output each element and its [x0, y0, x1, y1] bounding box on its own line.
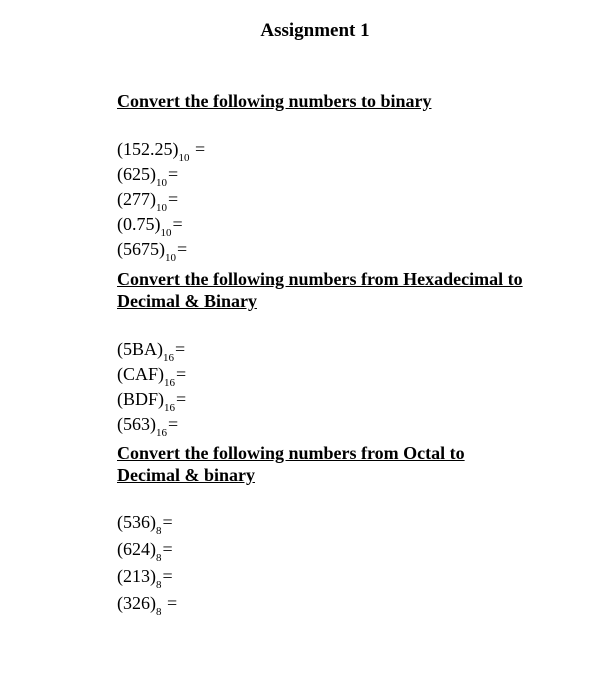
heading-line: Decimal & Binary — [117, 291, 257, 311]
number-value: (624) — [117, 539, 156, 559]
problem-item — [117, 338, 185, 363]
number-value: (563) — [117, 414, 156, 434]
equals-sign: = — [168, 189, 179, 209]
base-subscript: 8 — [156, 606, 162, 618]
number-value: (326) — [117, 593, 156, 613]
number-value: (5BA) — [117, 339, 163, 359]
section-heading-octal — [117, 442, 465, 486]
problem-item — [117, 213, 183, 238]
number-value: (0.75) — [117, 214, 161, 234]
problem-item — [117, 592, 177, 617]
section-heading-hexadecimal — [117, 268, 523, 312]
problem-item — [117, 138, 205, 163]
problem-item — [117, 511, 173, 536]
base-subscript: 8 — [156, 552, 162, 564]
number-value: (625) — [117, 164, 156, 184]
heading-line: Decimal & binary — [117, 465, 255, 485]
equals-sign: = — [176, 389, 187, 409]
problem-item — [117, 163, 178, 188]
base-subscript: 16 — [163, 352, 174, 364]
problem-item — [117, 538, 173, 563]
number-value: (152.25) — [117, 139, 179, 159]
equals-sign: = — [175, 339, 186, 359]
base-subscript: 16 — [156, 427, 167, 439]
equals-sign: = — [168, 414, 179, 434]
problem-item — [117, 565, 173, 590]
section-heading-binary — [117, 90, 432, 112]
equals-sign: = — [162, 539, 173, 559]
page-title: Assignment 1 — [260, 20, 370, 41]
equals-sign: = — [168, 164, 179, 184]
equals-sign: = — [162, 512, 173, 532]
equals-sign: = — [172, 214, 183, 234]
problem-item — [117, 188, 178, 213]
base-subscript: 16 — [164, 377, 176, 389]
base-subscript: 10 — [156, 177, 167, 189]
equals-sign: = — [162, 566, 173, 586]
equals-sign: = — [190, 139, 206, 159]
equals-sign: = — [177, 239, 188, 259]
base-subscript: 8 — [156, 525, 162, 537]
number-value: (536) — [117, 512, 156, 532]
number-value: (277) — [117, 189, 156, 209]
heading-line: Convert the following numbers to binary — [117, 91, 432, 111]
number-value: (CAF) — [117, 364, 165, 384]
equals-sign: = — [162, 593, 178, 613]
problem-item — [117, 238, 187, 263]
number-value: (213) — [117, 566, 156, 586]
problem-item — [117, 363, 186, 388]
equals-sign: = — [176, 364, 187, 384]
base-subscript: 8 — [156, 579, 162, 591]
base-subscript: 10 — [178, 152, 190, 164]
heading-line: Convert the following numbers from Hexadecimal to — [117, 269, 523, 289]
heading-line: Convert the following numbers from Octal to — [117, 443, 465, 463]
base-subscript: 10 — [165, 252, 176, 264]
base-subscript: 10 — [156, 202, 167, 214]
problem-item — [117, 388, 186, 413]
base-subscript: 10 — [160, 227, 172, 239]
number-value: (5675) — [117, 239, 165, 259]
number-value: (BDF) — [117, 389, 165, 409]
base-subscript: 16 — [164, 402, 176, 414]
problem-item — [117, 413, 178, 438]
